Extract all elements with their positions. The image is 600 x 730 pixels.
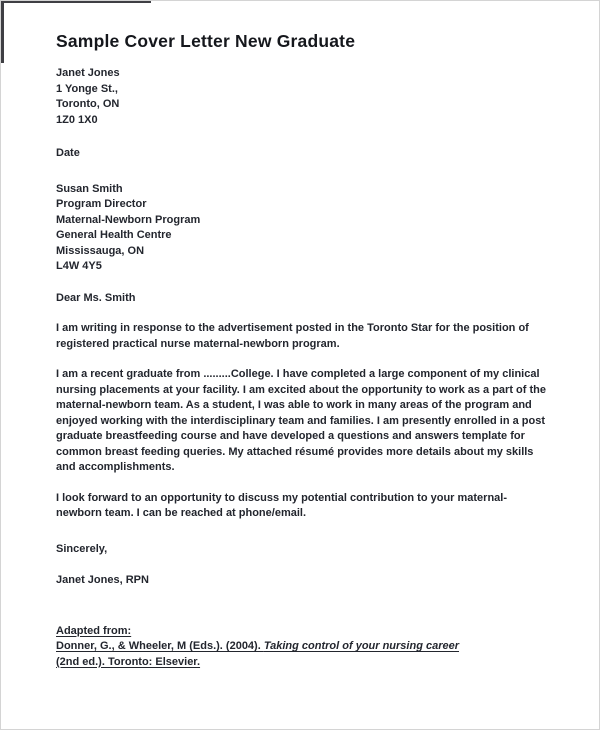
sender-street: 1 Yonge St., [56, 82, 118, 95]
page-title: Sample Cover Letter New Graduate [56, 31, 356, 51]
paragraph-closing: I look forward to an opportunity to discuss my potential contribution to your maternal-newborn team. I can be reached at phone/email. [56, 491, 508, 519]
sender-name: Janet Jones [56, 67, 120, 79]
date-line: Date [56, 147, 80, 159]
paragraph-body: I am a recent graduate from .........College. I have completed a large component of my clinical nursing placements at your facility. I am excited about the opportunity to work as a part of the maternal-newborn team. As a student, I was able to work in many areas of the program and enjoyed working with the interdisciplinary team and families. I am presently enrolled in a post graduate breastfeeding course and have developed a questions and answers template for common breast feeding queries. My attached résumé provides more details about my skills and accomplishments. [56, 368, 546, 473]
recipient-title: Program Director [56, 198, 147, 210]
scan-artifact-top-edge [1, 1, 151, 3]
sender-address-block [56, 66, 550, 128]
sender-city: Toronto, ON [56, 98, 120, 110]
citation-reference [56, 639, 550, 655]
recipient-organization: General Health Centre [56, 229, 172, 241]
citation-authors: Donner, G., & Wheeler, M (Eds.). (2004). [56, 640, 264, 652]
scan-artifact-left-edge [1, 1, 4, 63]
recipient-city: Mississauga, ON [56, 244, 145, 257]
recipient-postal-code: L4W 4Y5 [56, 260, 102, 272]
paragraph-intro: I am writing in response to the advertisement posted in the Toronto Star for the position of registered practical nurse maternal-newborn program. [56, 322, 529, 350]
sender-postal-code: 1Z0 1X0 [56, 113, 98, 126]
citation-block [56, 624, 550, 671]
signature: Janet Jones, RPN [56, 574, 149, 586]
citation-heading: Adapted from: [56, 624, 132, 637]
citation-book-title: Taking control of your nursing career [263, 640, 460, 652]
letter-content [56, 31, 550, 670]
recipient-address-block [56, 182, 550, 275]
citation-edition: (2nd ed.). Toronto: Elsevier. [56, 655, 201, 668]
closing: Sincerely, [56, 542, 108, 555]
salutation: Dear Ms. Smith [56, 291, 136, 304]
recipient-program: Maternal-Newborn Program [56, 213, 201, 226]
recipient-name: Susan Smith [56, 182, 123, 195]
